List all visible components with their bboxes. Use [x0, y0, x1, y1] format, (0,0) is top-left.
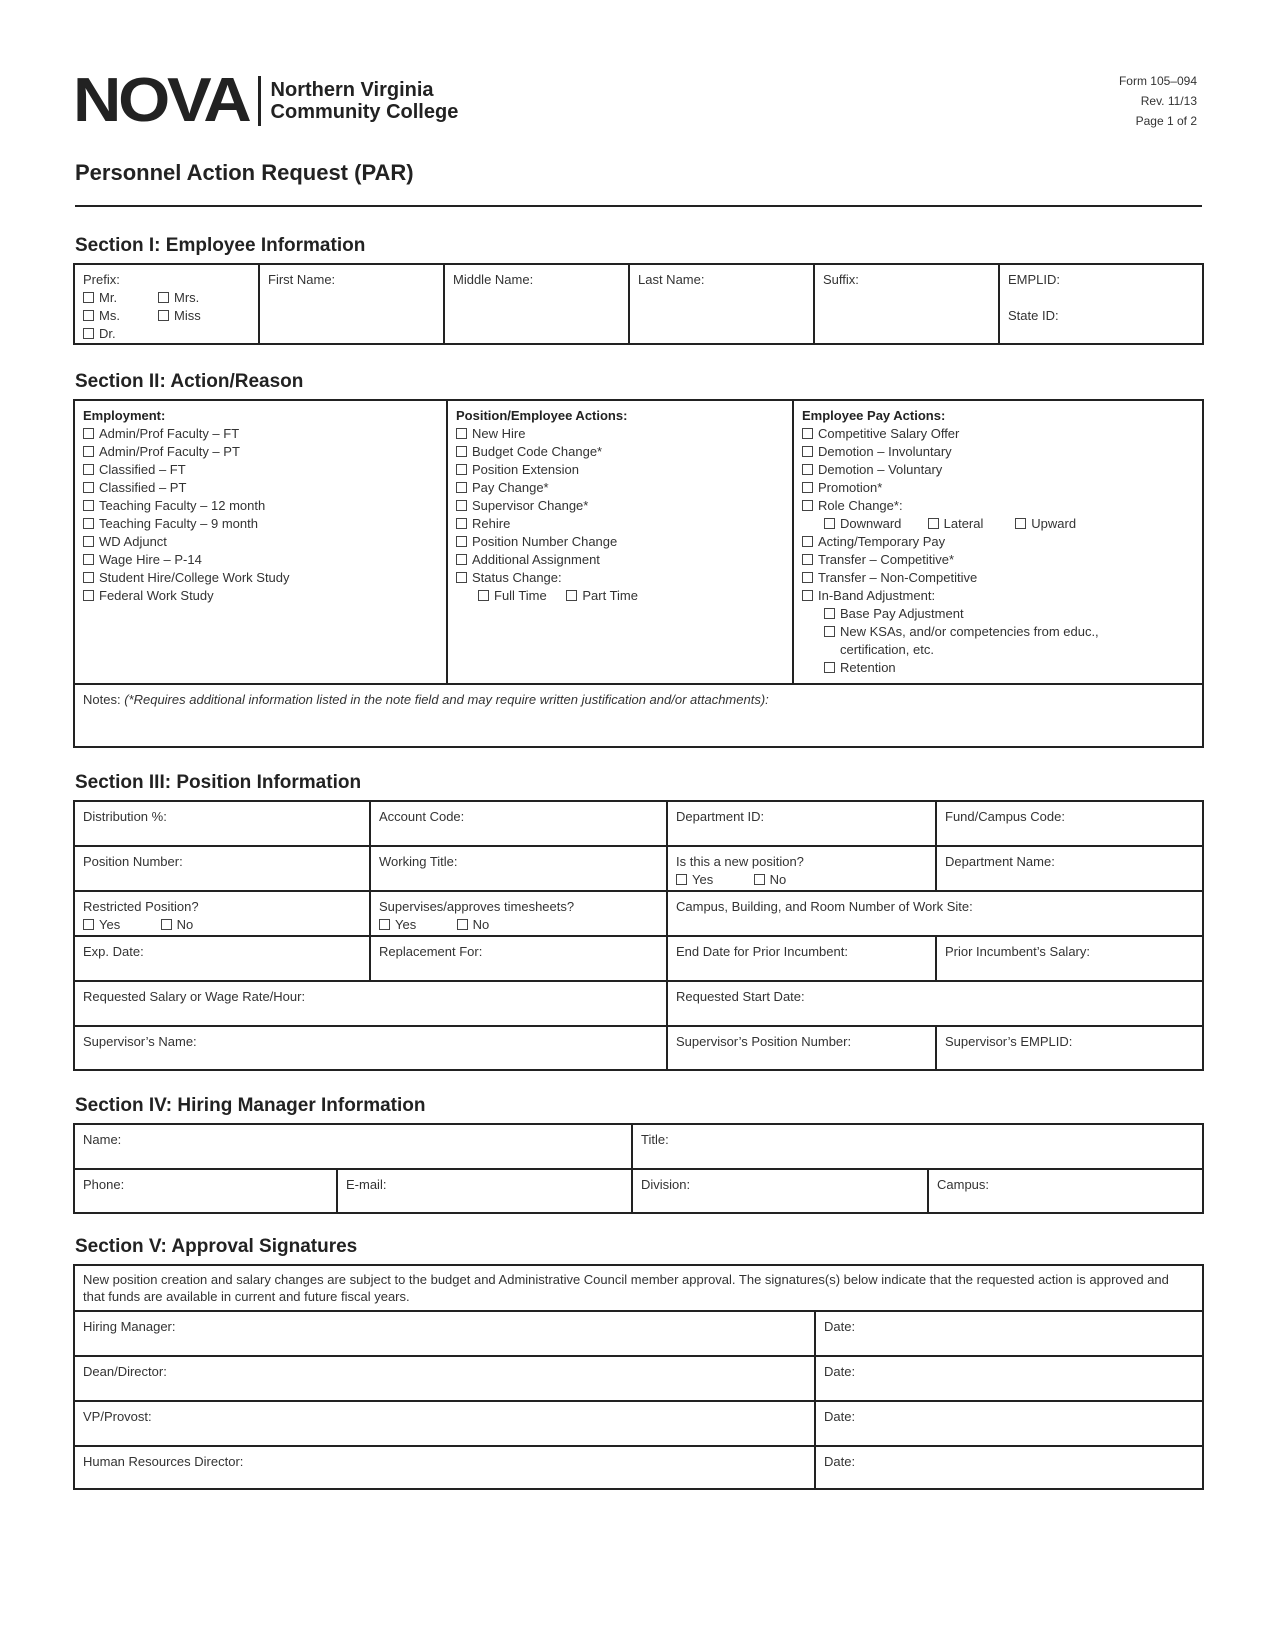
- form-revision: Rev. 11/13: [1140, 94, 1197, 108]
- section-5-heading: Section V: Approval Signatures: [75, 1236, 358, 1257]
- page-indicator: Page 1 of 2: [1135, 114, 1197, 128]
- restricted-no[interactable]: No: [161, 916, 194, 934]
- checkbox[interactable]: [83, 328, 94, 339]
- checkbox[interactable]: [83, 292, 94, 303]
- notes-label: Notes:: [83, 692, 121, 707]
- vp-provost-date[interactable]: Date:: [824, 1409, 856, 1424]
- employment-option[interactable]: Classified – PT: [83, 479, 438, 497]
- checkbox[interactable]: [379, 919, 390, 930]
- pay-action-option[interactable]: Acting/Temporary Pay: [802, 533, 1194, 551]
- emplid-field[interactable]: [1000, 265, 1202, 343]
- restricted-question: Restricted Position?: [83, 899, 199, 914]
- checkbox[interactable]: [802, 572, 813, 583]
- section-1-heading: Section I: Employee Information: [75, 235, 366, 256]
- inband-option[interactable]: New KSAs, and/or competencies from educ.,: [802, 623, 1194, 641]
- checkbox[interactable]: [802, 428, 813, 439]
- position-action-option[interactable]: Budget Code Change*: [456, 443, 784, 461]
- new-position-yes[interactable]: Yes: [676, 871, 750, 889]
- checkbox[interactable]: [802, 590, 813, 601]
- logo-line-1: Northern Virginia: [270, 79, 434, 101]
- requested-salary-field[interactable]: Requested Salary or Wage Rate/Hour:: [83, 989, 306, 1004]
- employment-option[interactable]: Admin/Prof Faculty – FT: [83, 425, 438, 443]
- position-action-option[interactable]: Supervisor Change*: [456, 497, 784, 515]
- checkbox[interactable]: [802, 482, 813, 493]
- employment-option[interactable]: Teaching Faculty – 12 month: [83, 497, 438, 515]
- prefix-option-ms[interactable]: Ms.: [83, 307, 158, 325]
- checkbox[interactable]: [83, 518, 94, 529]
- restricted-yes[interactable]: Yes: [83, 916, 157, 934]
- manager-campus-field[interactable]: Campus:: [937, 1177, 990, 1192]
- notes-instruction: (*Requires additional information listed in the note field and may require written justification and/or attachments):: [124, 692, 769, 707]
- supervisor-name-field[interactable]: Supervisor’s Name:: [83, 1034, 197, 1049]
- hiring-manager-date[interactable]: Date:: [824, 1319, 856, 1334]
- manager-title-field[interactable]: Title:: [641, 1132, 669, 1147]
- pay-action-option[interactable]: Promotion*: [802, 479, 1194, 497]
- employment-column: [75, 401, 446, 611]
- checkbox[interactable]: [676, 874, 687, 885]
- end-date-prior-field[interactable]: End Date for Prior Incumbent:: [676, 944, 848, 959]
- new-position-question: Is this a new position?: [676, 854, 804, 869]
- new-position-no[interactable]: No: [754, 871, 787, 889]
- checkbox[interactable]: [456, 554, 467, 565]
- checkbox[interactable]: [83, 482, 94, 493]
- state-id-label: State ID:: [1008, 308, 1059, 323]
- page-title: Personnel Action Request (PAR): [75, 160, 414, 185]
- employment-option[interactable]: Student Hire/College Work Study: [83, 569, 438, 587]
- manager-division-field[interactable]: Division:: [641, 1177, 691, 1192]
- position-actions-title: Position/Employee Actions:: [456, 408, 628, 423]
- checkbox[interactable]: [83, 500, 94, 511]
- checkbox[interactable]: [161, 919, 172, 930]
- position-action-option[interactable]: Additional Assignment: [456, 551, 784, 569]
- supervisor-emplid-field[interactable]: Supervisor’s EMPLID:: [945, 1034, 1073, 1049]
- replacement-for-field[interactable]: Replacement For:: [379, 944, 483, 959]
- checkbox[interactable]: [456, 482, 467, 493]
- checkbox[interactable]: [824, 626, 835, 637]
- checkbox[interactable]: [802, 464, 813, 475]
- form-number: Form 105–094: [1118, 74, 1197, 88]
- checkbox[interactable]: [456, 500, 467, 511]
- employment-option[interactable]: Teaching Faculty – 9 month: [83, 515, 438, 533]
- hiring-manager-signature[interactable]: Hiring Manager:: [83, 1319, 176, 1334]
- title-divider: [75, 205, 1202, 207]
- checkbox[interactable]: [802, 446, 813, 457]
- pay-actions-title: Employee Pay Actions:: [802, 408, 946, 423]
- exp-date-field[interactable]: Exp. Date:: [83, 944, 144, 959]
- pay-action-option[interactable]: Role Change*:: [802, 497, 1194, 515]
- pay-action-option[interactable]: Transfer – Competitive*: [802, 551, 1194, 569]
- department-name-field[interactable]: Department Name:: [945, 854, 1055, 869]
- prefix-option-miss[interactable]: Miss: [158, 307, 201, 325]
- checkbox[interactable]: [83, 536, 94, 547]
- college-logo: [73, 66, 459, 135]
- employee-info-table: [73, 263, 1204, 345]
- last-name-field[interactable]: Last Name:: [638, 272, 705, 287]
- new-position-field: [668, 847, 935, 890]
- checkbox[interactable]: [83, 446, 94, 457]
- notes-field[interactable]: [75, 685, 1202, 746]
- role-downward[interactable]: Downward: [824, 515, 924, 533]
- inband-option[interactable]: Base Pay Adjustment: [802, 605, 1194, 623]
- role-lateral[interactable]: Lateral: [928, 515, 1012, 533]
- inband-option[interactable]: Retention: [802, 659, 1194, 677]
- checkbox[interactable]: [456, 428, 467, 439]
- checkbox[interactable]: [83, 310, 94, 321]
- checkbox[interactable]: [83, 428, 94, 439]
- checkbox[interactable]: [83, 919, 94, 930]
- status-full-time[interactable]: Full Time: [478, 587, 547, 605]
- position-actions-column: [448, 401, 792, 611]
- manager-phone-field[interactable]: Phone:: [83, 1177, 125, 1192]
- form-meta: [1119, 71, 1197, 131]
- checkbox[interactable]: [456, 464, 467, 475]
- checkbox[interactable]: [478, 590, 489, 601]
- prefix-option-mr[interactable]: Mr.: [83, 289, 158, 307]
- pay-action-option[interactable]: Demotion – Voluntary: [802, 461, 1194, 479]
- pay-action-option[interactable]: Transfer – Non-Competitive: [802, 569, 1194, 587]
- status-part-time[interactable]: Part Time: [566, 587, 638, 605]
- action-reason-table: [73, 399, 1204, 748]
- dean-director-signature[interactable]: Dean/Director:: [83, 1364, 167, 1379]
- working-title-field[interactable]: Working Title:: [379, 854, 458, 869]
- inband-option-continued: certification, etc.: [840, 642, 934, 657]
- position-action-option[interactable]: Position Number Change: [456, 533, 784, 551]
- manager-name-field[interactable]: Name:: [83, 1132, 122, 1147]
- logo-line-2: Community College: [270, 101, 459, 123]
- first-name-field[interactable]: First Name:: [268, 272, 336, 287]
- logo-college-name: [271, 79, 459, 123]
- fund-campus-field[interactable]: Fund/Campus Code:: [945, 809, 1065, 824]
- checkbox[interactable]: [456, 536, 467, 547]
- work-site-field[interactable]: Campus, Building, and Room Number of Work Site:: [676, 899, 973, 914]
- position-action-option[interactable]: New Hire: [456, 425, 784, 443]
- department-id-field[interactable]: Department ID:: [676, 809, 765, 824]
- checkbox[interactable]: [83, 590, 94, 601]
- pay-action-option[interactable]: In-Band Adjustment:: [802, 587, 1194, 605]
- checkbox[interactable]: [928, 518, 939, 529]
- supervises-yes[interactable]: Yes: [379, 916, 453, 934]
- pay-action-option[interactable]: Demotion – Involuntary: [802, 443, 1194, 461]
- supervises-field: [371, 892, 666, 935]
- supervises-no[interactable]: No: [457, 916, 490, 934]
- checkbox[interactable]: [802, 500, 813, 511]
- checkbox[interactable]: [824, 518, 835, 529]
- logo-divider: [258, 76, 261, 126]
- prefix-label: Prefix:: [83, 272, 120, 287]
- checkbox[interactable]: [754, 874, 765, 885]
- employment-title: Employment:: [83, 408, 166, 423]
- pay-action-option[interactable]: Competitive Salary Offer: [802, 425, 1194, 443]
- employment-option[interactable]: WD Adjunct: [83, 533, 438, 551]
- employment-option[interactable]: Federal Work Study: [83, 587, 438, 605]
- position-action-option[interactable]: Pay Change*: [456, 479, 784, 497]
- status-change-options: [456, 587, 784, 605]
- checkbox[interactable]: [566, 590, 577, 601]
- prefix-option-dr[interactable]: Dr.: [83, 325, 158, 343]
- checkbox[interactable]: [158, 292, 169, 303]
- restricted-position-field: [75, 892, 369, 935]
- requested-start-field[interactable]: Requested Start Date:: [676, 989, 805, 1004]
- section-4-heading: Section IV: Hiring Manager Information: [75, 1095, 426, 1116]
- checkbox[interactable]: [456, 518, 467, 529]
- checkbox[interactable]: [83, 554, 94, 565]
- vp-provost-signature[interactable]: VP/Provost:: [83, 1409, 152, 1424]
- manager-email-field[interactable]: E-mail:: [346, 1177, 387, 1192]
- checkbox[interactable]: [457, 919, 468, 930]
- hr-director-signature[interactable]: Human Resources Director:: [83, 1454, 244, 1469]
- position-action-option[interactable]: Position Extension: [456, 461, 784, 479]
- checkbox[interactable]: [456, 446, 467, 457]
- checkbox[interactable]: [802, 536, 813, 547]
- middle-name-field[interactable]: Middle Name:: [453, 272, 534, 287]
- pay-actions-column: [794, 401, 1202, 683]
- hr-director-date[interactable]: Date:: [824, 1454, 856, 1469]
- checkbox[interactable]: [1015, 518, 1026, 529]
- distribution-field[interactable]: Distribution %:: [83, 809, 167, 824]
- checkbox[interactable]: [456, 572, 467, 583]
- section-2-heading: Section II: Action/Reason: [75, 371, 304, 392]
- supervisor-position-field[interactable]: Supervisor’s Position Number:: [676, 1034, 852, 1049]
- employment-option[interactable]: Admin/Prof Faculty – PT: [83, 443, 438, 461]
- prefix-option-mrs[interactable]: Mrs.: [158, 289, 201, 307]
- position-action-option[interactable]: Rehire: [456, 515, 784, 533]
- position-action-option[interactable]: Status Change:: [456, 569, 784, 587]
- checkbox[interactable]: [83, 464, 94, 475]
- checkbox[interactable]: [824, 662, 835, 673]
- section-3-heading: Section III: Position Information: [75, 772, 362, 793]
- prefix-field: [75, 265, 258, 349]
- employment-option[interactable]: Wage Hire – P-14: [83, 551, 438, 569]
- position-info-table: [73, 800, 1204, 1071]
- account-code-field[interactable]: Account Code:: [379, 809, 465, 824]
- approval-signatures-table: [73, 1264, 1204, 1490]
- supervises-question: Supervises/approves timesheets?: [379, 899, 575, 914]
- logo-wordmark: NOVA: [73, 66, 249, 135]
- employment-option[interactable]: Classified – FT: [83, 461, 438, 479]
- checkbox[interactable]: [83, 572, 94, 583]
- checkbox[interactable]: [802, 554, 813, 565]
- checkbox[interactable]: [824, 608, 835, 619]
- suffix-field[interactable]: Suffix:: [823, 272, 859, 287]
- approval-note: New position creation and salary changes are subject to the budget and Administrative Council member approval. The signatures(s) below indicate that the requested action is approved and that funds are available in current and future fiscal years.: [83, 1272, 1169, 1304]
- position-number-field[interactable]: Position Number:: [83, 854, 183, 869]
- dean-director-date[interactable]: Date:: [824, 1364, 856, 1379]
- prior-salary-field[interactable]: Prior Incumbent’s Salary:: [945, 944, 1090, 959]
- checkbox[interactable]: [158, 310, 169, 321]
- hiring-manager-table: [73, 1123, 1204, 1214]
- role-change-options: [802, 515, 1194, 533]
- role-upward[interactable]: Upward: [1015, 515, 1076, 533]
- emplid-label: EMPLID:: [1008, 272, 1061, 287]
